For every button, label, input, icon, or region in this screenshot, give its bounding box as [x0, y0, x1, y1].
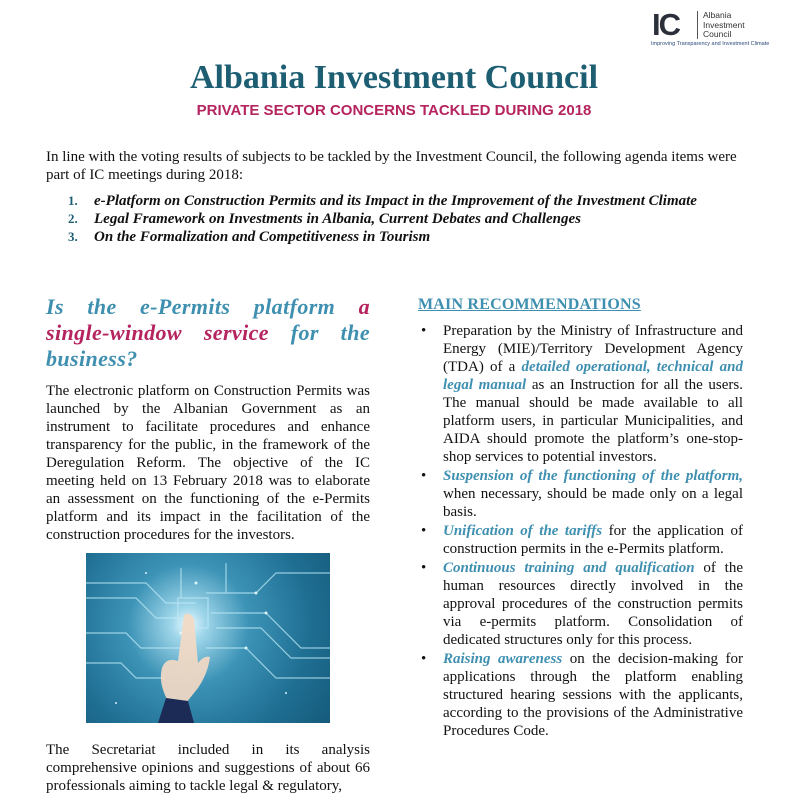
- bullet-icon: •: [421, 651, 427, 667]
- section-question-heading: Is the e-Permits platform a single-window service for the business?: [46, 294, 370, 371]
- recommendation-item: • Suspension of the functioning of the platform, when necessary, should be made only on a legal basis.: [421, 468, 743, 520]
- ic-logo: [651, 8, 783, 50]
- circuit-hand-image: [86, 553, 330, 723]
- recommendation-item: • Unification of the tariffs for the application of construction permits in the e-Permits platform.: [421, 523, 743, 557]
- bullet-icon: •: [421, 523, 427, 539]
- agenda-item: 2. Legal Framework on Investments in Albania, Current Debates and Challenges: [68, 211, 582, 227]
- agenda-list: [66, 192, 746, 246]
- circuit-illustration-icon: [86, 553, 330, 723]
- recommendation-item: • Preparation by the Ministry of Infrastructure and Energy (MIE)/Territory Development Agency (TDA) of a detailed operational, technical and legal manual as an Instruction for all the users. The manual should be made available to all platform users, in particular Municipalities, and AIDA should promote the platform’s one-stop-shop services to potential investors.: [421, 323, 744, 465]
- section-paragraph-2: The Secretariat included in its analysis comprehensive opinions and suggestions of about 66 professionals aiming to tackle legal & regulatory,: [46, 742, 370, 794]
- bullet-icon: •: [421, 468, 427, 484]
- intro-paragraph: In line with the voting results of subjects to be tackled by the Investment Council, the following agenda items were part of IC meetings during 2018:: [46, 149, 737, 183]
- recommendation-item: • Raising awareness on the decision-making for applications through the platform enabling structured hearing sessions with the applicants, according to the provisions of the Administrative Procedures Code.: [421, 651, 743, 739]
- heading-highlight: a single-window service: [46, 294, 370, 345]
- recommendations-heading: MAIN RECOMMENDATIONS: [418, 296, 641, 313]
- left-column: [46, 294, 370, 795]
- agenda-item: 3. On the Formalization and Competitiveness in Tourism: [68, 229, 431, 245]
- bullet-icon: •: [421, 560, 427, 576]
- logo-mark: IC: [652, 7, 679, 42]
- right-column: [418, 295, 743, 741]
- logo-name: Albania Investment Council: [703, 10, 745, 39]
- section-paragraph: The electronic platform on Construction Permits was launched by the Albanian Government as an instrument to facilitate procedures and enhance transparency for the public, in the framework of the Deregulation Reform. The objective of the IC meeting held on 13 February 2018 was to elaborate an assessment on the functioning of the e-Permits platform and its impact in the facilitation of the construction procedures for the investors.: [46, 383, 370, 543]
- agenda-item: 1. e-Platform on Construction Permits and its Impact in the Improvement of the Investment Climate: [68, 193, 697, 209]
- logo-tagline: Improving Transparency and Investment Climate: [651, 41, 770, 47]
- page-subtitle: PRIVATE SECTOR CONCERNS TACKLED DURING 2018: [196, 102, 592, 119]
- logo-divider: [697, 11, 698, 39]
- page-title: Albania Investment Council: [189, 59, 599, 96]
- recommendation-item: • Continuous training and qualification of the human resources directly involved in the approval procedures of the construction permits via e-permits platform. Consolidation of dedicated structures only for this process.: [421, 560, 743, 648]
- recommendations-list: [418, 322, 743, 740]
- bullet-icon: •: [421, 323, 427, 339]
